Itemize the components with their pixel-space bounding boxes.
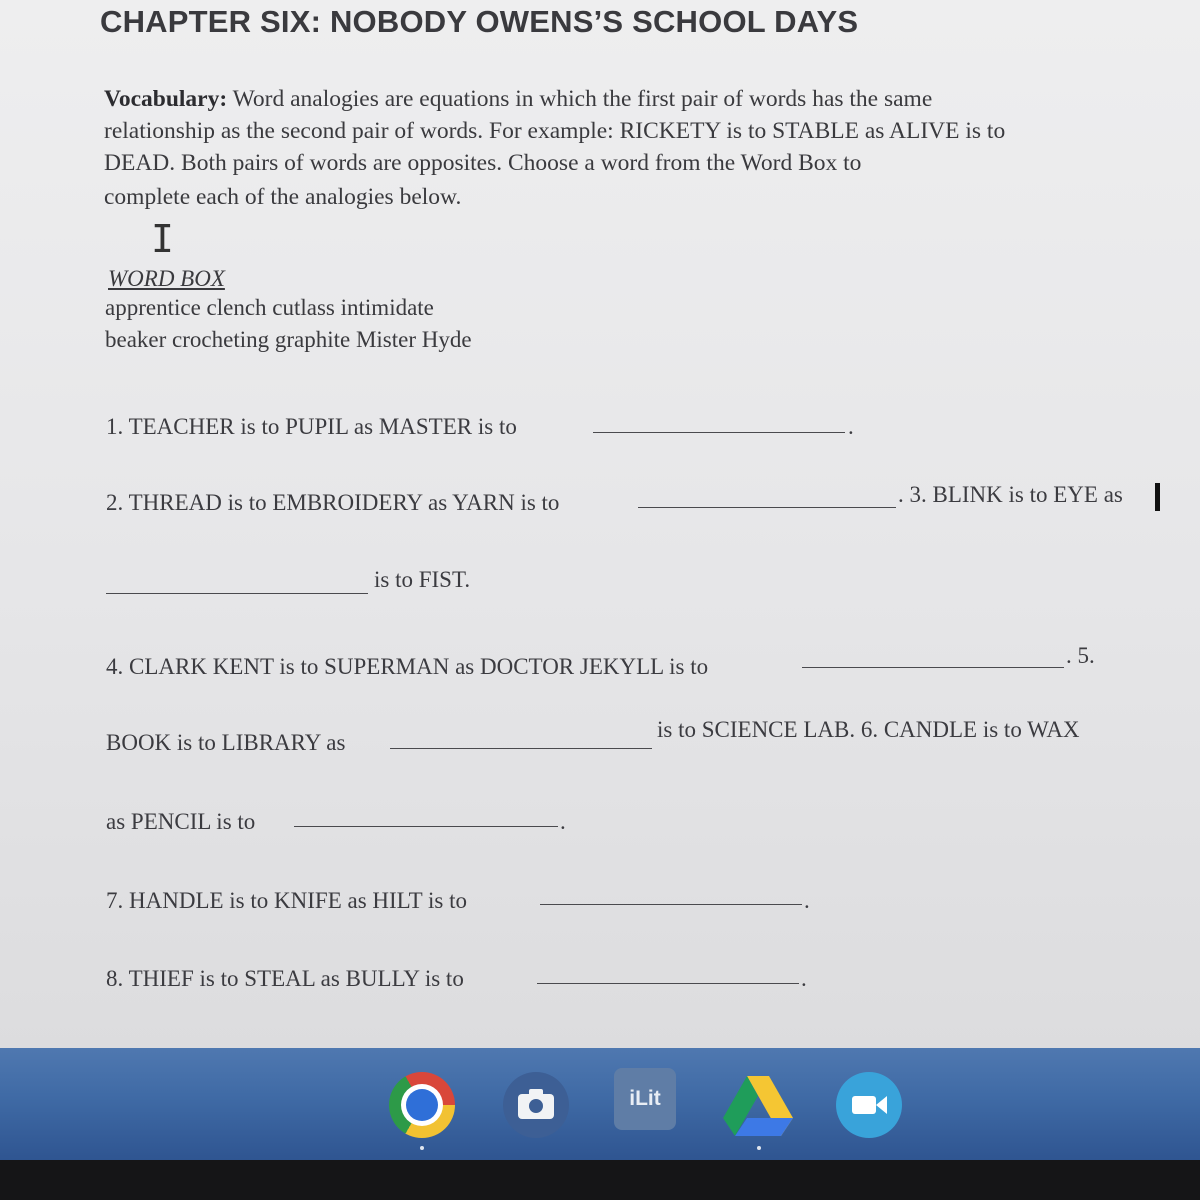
answer-blank-6[interactable] bbox=[294, 826, 558, 827]
question-8-end: . bbox=[801, 966, 807, 991]
taskbar-shelf bbox=[0, 1048, 1200, 1160]
question-6-end: . bbox=[560, 809, 566, 834]
word-box-row-2: beaker crocheting graphite Mister Hyde bbox=[105, 327, 472, 352]
question-7-text: 7. HANDLE is to KNIFE as HILT is to bbox=[106, 888, 467, 913]
question-3-start: . 3. BLINK is to EYE as bbox=[898, 482, 1123, 507]
vocabulary-line-3: DEAD. Both pairs of words are opposites. Choose a word from the Word Box to bbox=[104, 150, 862, 176]
question-7-end: . bbox=[804, 888, 810, 913]
answer-blank-3[interactable] bbox=[106, 593, 368, 594]
question-5-text: BOOK is to LIBRARY as bbox=[106, 730, 346, 755]
vocabulary-line-1 bbox=[104, 86, 932, 113]
word-box-row-1: apprentice clench cutlass intimidate bbox=[105, 295, 434, 320]
question-1-text: 1. TEACHER is to PUPIL as MASTER is to bbox=[106, 414, 517, 439]
question-6-start: is to SCIENCE LAB. 6. CANDLE is to WAX bbox=[657, 717, 1080, 742]
vocabulary-label: Vocabulary: bbox=[104, 86, 228, 112]
question-5-number: . 5. bbox=[1066, 643, 1095, 668]
duo-icon[interactable] bbox=[836, 1072, 902, 1138]
text-cursor-icon: I bbox=[151, 217, 174, 261]
question-1-end: . bbox=[848, 414, 854, 439]
running-indicator bbox=[420, 1146, 424, 1150]
text-caret bbox=[1155, 483, 1160, 511]
word-box-title: WORD BOX bbox=[108, 266, 225, 291]
question-6-text: as PENCIL is to bbox=[106, 809, 256, 834]
vocabulary-line-4: complete each of the analogies below. bbox=[104, 184, 462, 210]
vocabulary-text-1: Word analogies are equations in which the first pair of words has the same bbox=[232, 86, 933, 112]
answer-blank-5[interactable] bbox=[390, 748, 652, 749]
question-3-text: is to FIST. bbox=[374, 567, 471, 592]
question-4-text: 4. CLARK KENT is to SUPERMAN as DOCTOR JEKYLL is to bbox=[106, 654, 709, 679]
ilit-icon[interactable]: iLit bbox=[614, 1068, 676, 1130]
answer-blank-4[interactable] bbox=[802, 667, 1064, 668]
vocabulary-line-2: relationship as the second pair of words. For example: RICKETY is to STABLE as ALIVE is to bbox=[104, 118, 1006, 144]
answer-blank-1[interactable] bbox=[593, 432, 845, 433]
question-2-text: 2. THREAD is to EMBROIDERY as YARN is to bbox=[106, 490, 560, 515]
chrome-icon[interactable] bbox=[389, 1072, 455, 1138]
question-8-text: 8. THIEF is to STEAL as BULLY is to bbox=[106, 966, 464, 991]
screen-bezel bbox=[0, 1160, 1200, 1200]
drive-icon[interactable] bbox=[723, 1074, 793, 1136]
answer-blank-7[interactable] bbox=[540, 904, 802, 905]
answer-blank-8[interactable] bbox=[537, 983, 799, 984]
answer-blank-2[interactable] bbox=[638, 507, 896, 508]
page-title: CHAPTER SIX: NOBODY OWENS’S SCHOOL DAYS bbox=[100, 4, 859, 39]
running-indicator bbox=[757, 1146, 761, 1150]
camera-icon[interactable] bbox=[503, 1072, 569, 1138]
